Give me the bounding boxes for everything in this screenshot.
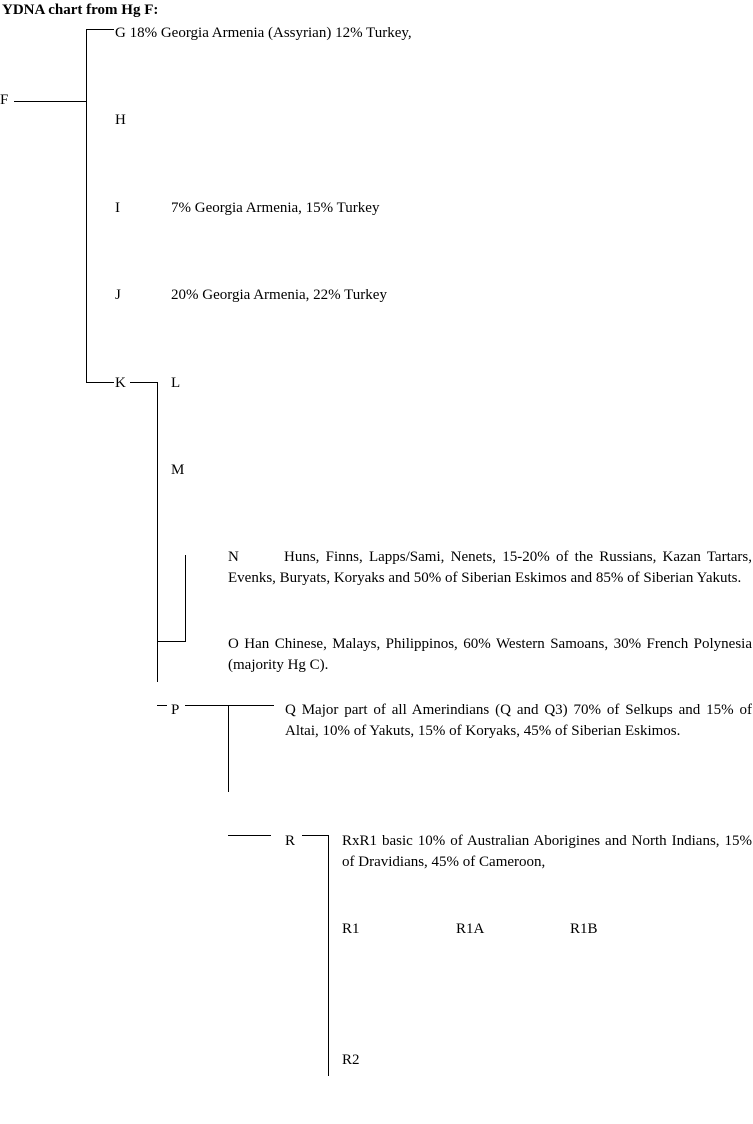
node-p: P [171,702,180,718]
node-rxr1: RxR1 basic 10% of Australian Aborigines and North Indians, 15% of Dravidians, 45% of Cameroon, [342,833,752,870]
r-trunk-line [328,835,329,1076]
node-i: I [115,200,120,216]
node-q: Q Major part of all Amerindians (Q and Q3) 70% of Selkups and 15% of Altai, 10% of Yakuts, 15% of Koryaks, 45% of Siberian Eskimos. [285,702,752,739]
node-l: L [171,375,181,391]
chart-title: YDNA chart from Hg F: [2,2,159,18]
p-trunk-line [228,705,229,792]
node-r1b: R1B [570,921,598,937]
node-j: J [115,287,121,303]
g-branch-line [86,29,114,30]
no-bracket-bottom-line [157,641,186,642]
node-n: N [228,549,239,565]
p-branch-line [185,705,274,706]
node-r1a: R1A [456,921,485,937]
p-left-line [157,705,167,706]
node-k: K [115,375,126,391]
f-trunk-line [86,29,87,382]
node-i-note: 7% Georgia Armenia, 15% Turkey [171,200,380,216]
k-trunk-line [157,382,158,682]
node-h: H [115,112,126,128]
node-j-note: 20% Georgia Armenia, 22% Turkey [171,287,387,303]
r-branch-line [302,835,329,836]
node-m: M [171,462,185,478]
node-n-note: Huns, Finns, Lapps/Sami, Nenets, 15-20% of the Russians, Kazan Tartars, Evenks, Buryats, Koryaks and 50% of Siberian Eskimos and 85% of Siberian Yakuts. [228,549,752,586]
node-r1: R1 [342,921,360,937]
k-branch-line [86,382,114,383]
no-bracket-line [185,555,186,642]
k-to-l-line [130,382,158,383]
node-f: F [0,92,9,108]
node-r2: R2 [342,1052,360,1068]
node-g: G 18% Georgia Armenia (Assyrian) 12% Turkey, [115,25,412,41]
f-branch-line [14,101,87,102]
node-r: R [285,833,296,849]
p-to-r-line [228,835,271,836]
node-o: O Han Chinese, Malays, Philippinos, 60% Western Samoans, 30% French Polynesia (majority Hg C). [228,636,752,673]
